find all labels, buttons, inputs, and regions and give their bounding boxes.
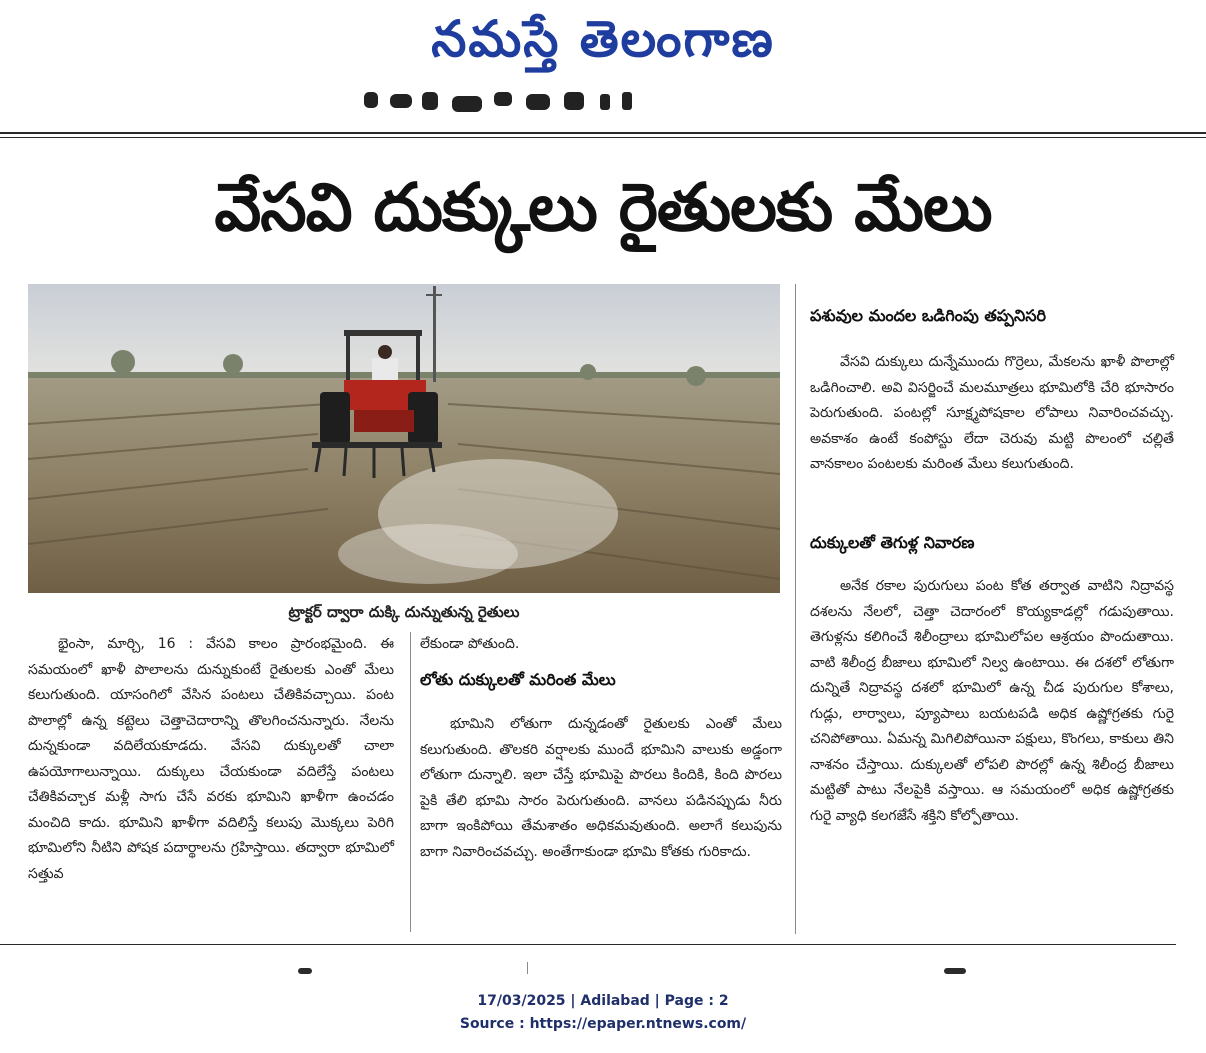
column-right-subhead-2: దుక్కులతో తెగుళ్ల నివారణ [810, 533, 975, 552]
banner-strokes [360, 92, 650, 118]
next-article-mark-2 [944, 968, 966, 974]
tractor-photo [28, 284, 780, 593]
column-middle [420, 632, 782, 658]
bottom-rule [0, 944, 1176, 945]
column-middle-subhead: లోతు దుక్కులతో మరింత మేలు [420, 670, 616, 689]
top-rule [0, 132, 1206, 134]
column-left [28, 632, 394, 887]
photo-caption: ట్రాక్టర్ ద్వారా దుక్కి దున్నుతున్న రైతులు [288, 603, 520, 621]
column-middle-continuation: లేకుండా పోతుంది. [420, 636, 520, 652]
column-right-subhead-1: పశువుల మందల ఒడిగింపు తప్పనిసరి [810, 306, 1046, 325]
bottom-divider [527, 962, 528, 974]
footer-source-link[interactable]: Source : https://epaper.ntnews.com/ [459, 1016, 747, 1032]
top-rule-thin [0, 137, 1206, 138]
next-article-mark-1 [298, 968, 312, 974]
column-right-body-1 [810, 350, 1174, 478]
column-right-text-1: వేసవి దుక్కులు దున్నేముందు గొర్రెలు, మేకలను ఖాళీ పొలాల్లో ఒడిగించాలి. అవి విసర్జించే మలమూత్రలు భూమిలోకి చేరి భూసారం పెరుగుతుంది. పంటల్లో సూక్ష్మపోషకాల లోపాలు నివారించవచ్చు. అవకాశం ఉంటే కంపోస్టు లేదా చెరువు మట్టి పొలంలో చల్లితే వానకాలం పంటలకు మరింత మేలు కలుగుతుంది. [810, 354, 1174, 472]
column-right-text-2: అనేక రకాల పురుగులు పంట కోత తర్వాత వాటిని నిద్రావస్థ దశలను నేలలో, చెత్తా చెదారంలో కొయ్యకాడల్లో గడుపుతాయి. తెగుళ్లను కలిగించే శిలీంద్రాలు భూమిలోపల ఆశ్రయం పొందుతాయి. వాటి శిలీంద్ర బీజాలు భూమిలో నిల్వ ఉంటాయి. ఈ దశలో లోతుగా దున్నితే నిద్రావస్థ దశలో భూమిలో ఉన్న చీడ పురుగుల కోశాలు, గుడ్లు, లార్వాలు, ప్యూపాలు బయటపడి అధిక ఉష్ణోగ్రతకు గురై చనిపోతాయి. ఏమన్న మిగిలిపోయినా పక్షులు, కొంగలు, కాకులు తిని నాశనం చేస్తాయి. దుక్కులతో లోపలి పొరల్లో ఉన్న శిలీంద్ర బీజాలు మట్టితో పాటు నేలపైకి వస్తాయి. ఆ సమయంలో అధిక ఉష్ణోగ్రతకు గురై వ్యాధి కలగజేసే శక్తిని కోల్పోతాయి. [810, 578, 1174, 824]
column-middle-body [420, 712, 782, 865]
column-divider-middle [410, 632, 411, 932]
masthead-logo: నమస్తే తెలంగాణ [431, 9, 775, 68]
column-left-text: భైంసా, మార్చి, 16 : వేసవి కాలం ప్రారంభమైంది. ఈ సమయంలో ఖాళీ పొలాలను దున్నుకుంటే రైతులకు ఎంతో మేలు కలుగుతుంది. యాసంగిలో వేసిన పంటలు చేతికివచ్చాయి. పంట పొలాల్లో ఉన్న కట్టెలు చెత్తాచెదారాన్ని తొలగించనున్నారు. నేలను దున్నకుండా వదిలేయకూడదు. వేసవి దుక్కులతో చాలా ఉపయోగాలున్నాయి. దుక్కులు చేయకుండా వదిలేస్తే పంటలు చేతికివచ్చాక మళ్లీ సాగు చేసే వరకు భూమిని ఖాళీగా ఉంచడం మంచిది కాదు. భూమిని ఖాళీగా వదిలిస్తే కలుపు మొక్కలు పెరిగి భూమిలోని నీటిని పోషక పదార్థాలను గ్రహిస్తాయి. తద్వారా భూమిలో సత్తువ [28, 636, 394, 882]
headline: వేసవి దుక్కులు రైతులకు మేలు [214, 169, 992, 246]
column-right-body-2 [810, 574, 1174, 829]
tractor-photo-illustration [28, 284, 780, 593]
section-banner-remnant [360, 92, 650, 118]
footer-dateline: 17/03/2025 | Adilabad | Page : 2 [477, 993, 729, 1009]
column-middle-text: భూమిని లోతుగా దున్నడంతో రైతులకు ఎంతో మేలు కలుగుతుంది. తొలకరి వర్షాలకు ముందే భూమిని వాలుకు అడ్డంగా లోతుగా దున్నాలి. ఇలా చేస్తే భూమిపై పొరలు కిందికి, కింది పొరలు పైకి తేలి భూమి సారం పెరుగుతుంది. వానలు పడినప్పుడు నీరు బాగా ఇంకిపోయి తేమశాతం అధికమవుతుంది. అలాగే కలుపును బాగా నివారించవచ్చు. అంతేగాకుండా భూమి కోతకు గురికాదు. [420, 716, 782, 860]
column-divider-right [795, 284, 796, 934]
